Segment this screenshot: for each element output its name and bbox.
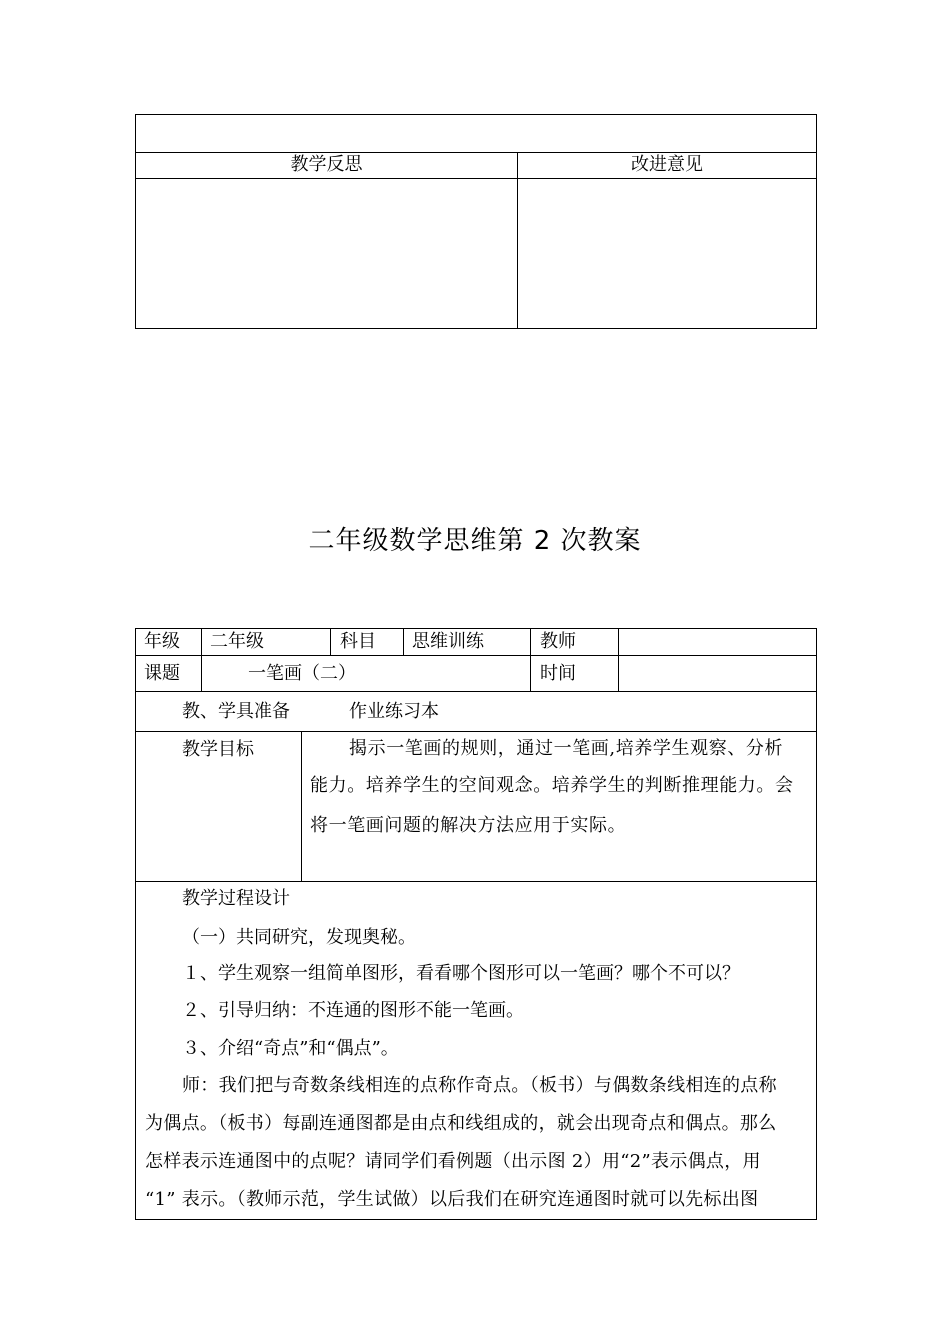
topic-label: 课题	[144, 663, 180, 684]
process-line: 师：我们把与奇数条线相连的点称作奇点。（板书）与偶数条线相连的点称	[182, 1075, 777, 1096]
goals-line: 将一笔画问题的解决方法应用于实际。	[310, 815, 627, 836]
prep-value: 作业练习本	[349, 701, 439, 722]
topic-value: 一笔画（二）	[248, 663, 356, 684]
process-line: ２、引导归纳：不连通的图形不能一笔画。	[182, 1000, 524, 1021]
reflection-header: 教学反思	[290, 154, 363, 175]
goals-label: 教学目标	[182, 739, 254, 760]
prep-label: 教、学具准备	[182, 701, 290, 722]
process-line: “1” 表示。（教师示范，学生试做）以后我们在研究连通图时就可以先标出图	[145, 1189, 759, 1210]
goals-line: 能力。培养学生的空间观念。培养学生的判断推理能力。会	[310, 775, 794, 796]
process-heading: 教学过程设计	[182, 888, 290, 909]
subject-value: 思维训练	[412, 631, 484, 652]
time-label: 时间	[540, 663, 576, 684]
grade-value: 二年级	[210, 631, 264, 652]
improvement-header: 改进意见	[631, 154, 703, 175]
grade-label: 年级	[144, 631, 180, 652]
reflection-cell	[136, 179, 517, 328]
teacher-label: 教师	[540, 631, 576, 652]
process-line: １、学生观察一组简单图形，看看哪个图形可以一笔画？哪个不可以？	[182, 963, 740, 984]
subject-label: 科目	[340, 631, 376, 652]
process-line: ３、介绍“奇点”和“偶点”。	[182, 1038, 399, 1059]
process-line: （一）共同研究，发现奥秘。	[182, 927, 416, 948]
page-title: 二年级数学思维第 2 次教案	[308, 526, 642, 556]
goals-line: 揭示一笔画的规则，通过一笔画,培养学生观察、分析	[349, 738, 784, 759]
improvement-cell	[518, 179, 816, 328]
process-line: 怎样表示连通图中的点呢？请同学们看例题（出示图 2）用“2”表示偶点，用	[145, 1151, 761, 1172]
process-line: 为偶点。（板书）每副连通图都是由点和线组成的，就会出现奇点和偶点。那么	[145, 1113, 777, 1134]
